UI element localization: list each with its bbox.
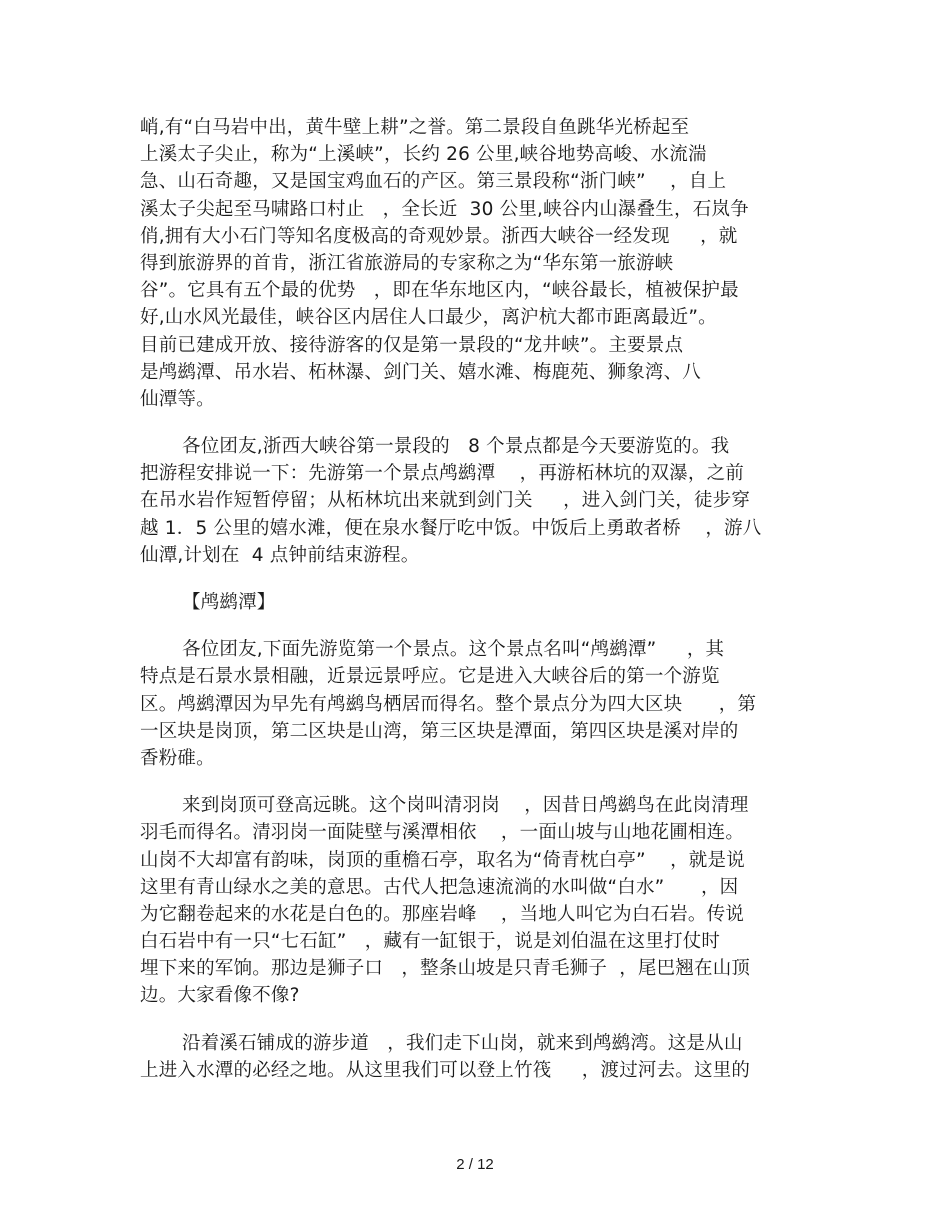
paragraph	[140, 114, 820, 413]
text-line: 来到岗顶可登高远眺。这个岗叫清羽岗 ，因昔日鸬鹚鸟在此岗清理	[182, 795, 749, 817]
text-line: 边。大家看像不像?	[140, 985, 300, 1007]
text-line: 山岗不大却富有韵味，岗顶的重檐石亭，取名为“倚青枕白亭” ，就是说	[140, 849, 745, 871]
text-line: 上进入水潭的必经之地。从这里我们可以登上竹筏 ，渡过河去。这里的	[140, 1059, 751, 1081]
text-line: 谷”。它具有五个最的优势 ，即在华东地区内，“峡谷最长，植被保护最	[140, 280, 739, 302]
text-line: 急、山石奇趣，又是国宝鸡血石的产区。第三景段称“浙门峡” ，自上	[140, 171, 727, 193]
text-line: 香粉碓。	[140, 747, 215, 769]
text-line: 仙潭,计划在 4 点钟前结束游程。	[140, 544, 420, 566]
paragraph	[140, 1030, 820, 1084]
text-line: 沿着溪石铺成的游步道 ，我们走下山岗，就来到鸬鹚湾。这是从山	[182, 1032, 743, 1054]
text-line: 【鸬鹚潭】	[182, 592, 276, 613]
text-line: 为它翻卷起来的水花是白色的。那座岩峰 ，当地人叫它为白石岩。传说	[140, 903, 745, 925]
text-line: 是鸬鹚潭、吊水岩、柘林瀑、剑门关、嬉水滩、梅鹿苑、狮象湾、八	[140, 361, 702, 383]
text-line: 仙潭等。	[140, 388, 215, 410]
text-line: 把游程安排说一下：先游第一个景点鸬鹚潭 ，再游柘林坑的双瀑，之前	[140, 463, 745, 485]
text-line: 各位团友,下面先游览第一个景点。这个景点名叫“鸬鹚潭” ，其	[182, 639, 725, 661]
text-line: 特点是石景水景相融，近景远景呼应。它是进入大峡谷后的第一个游览	[140, 666, 720, 688]
text-line: 埋下来的军饷。那边是狮子口 ，整条山坡是只青毛狮子 ，尾巴翘在山顶	[140, 958, 751, 980]
text-line: 溪太子尖起至马啸路口村止 ，全长近 30 公里,峡谷内山瀑叠生，石岚争	[140, 198, 749, 220]
text-line: 这里有青山绿水之美的意思。古代人把急速流淌的水叫做“白水” ，因	[140, 876, 739, 898]
text-line: 各位团友,浙西大峡谷第一景段的 8 个景点都是今天要游览的。我	[182, 436, 730, 458]
text-line: 俏,拥有大小石门等知名度极高的奇观妙景。浙西大峡谷一经发现 ，就	[140, 225, 738, 247]
text-line: 上溪太子尖止，称为“上溪峡”，长约 26 公里,峡谷地势高峻、水流湍	[140, 144, 707, 166]
paragraph	[140, 433, 820, 569]
text-line: 在吊水岩作短暂停留；从柘林坑出来就到剑门关 ，进入剑门关，徒步穿	[140, 490, 751, 512]
text-line: 白石岩中有一只“七石缸” ，藏有一缸银于，说是刘伯温在这里打仗时	[140, 931, 721, 953]
text-line: 好,山水风光最佳，峡谷区内居住人口最少，离沪杭大都市距离最近”。	[140, 307, 717, 329]
page-number: 2 / 12	[456, 1156, 494, 1173]
text-line: 得到旅游界的首肯，浙江省旅游局的专家称之为“华东第一旅游峡	[140, 252, 674, 274]
text-line: 一区块是岗顶，第二区块是山湾，第三区块是潭面，第四区块是溪对岸的	[140, 720, 739, 742]
paragraph	[140, 636, 820, 772]
text-line: 羽毛而得名。清羽岗一面陡壁与溪潭相依 ，一面山坡与山地花圃相连。	[140, 822, 745, 844]
text-line: 区。鸬鹚潭因为早先有鸬鹚鸟栖居而得名。整个景点分为四大区块 ，第	[140, 693, 757, 715]
text-line: 越 1．5 公里的嬉水滩，便在泉水餐厅吃中饭。中饭后上勇敢者桥 ，游八	[140, 517, 762, 539]
text-line: 峭,有“白马岩中出，黄牛壁上耕”之誉。第二景段自鱼跳华光桥起至	[140, 117, 690, 138]
document-body	[140, 114, 820, 1104]
text-line: 目前已建成开放、接待游客的仅是第一景段的“龙井峡”。主要景点	[140, 334, 684, 356]
paragraph	[140, 792, 820, 1010]
paragraph	[140, 589, 820, 616]
